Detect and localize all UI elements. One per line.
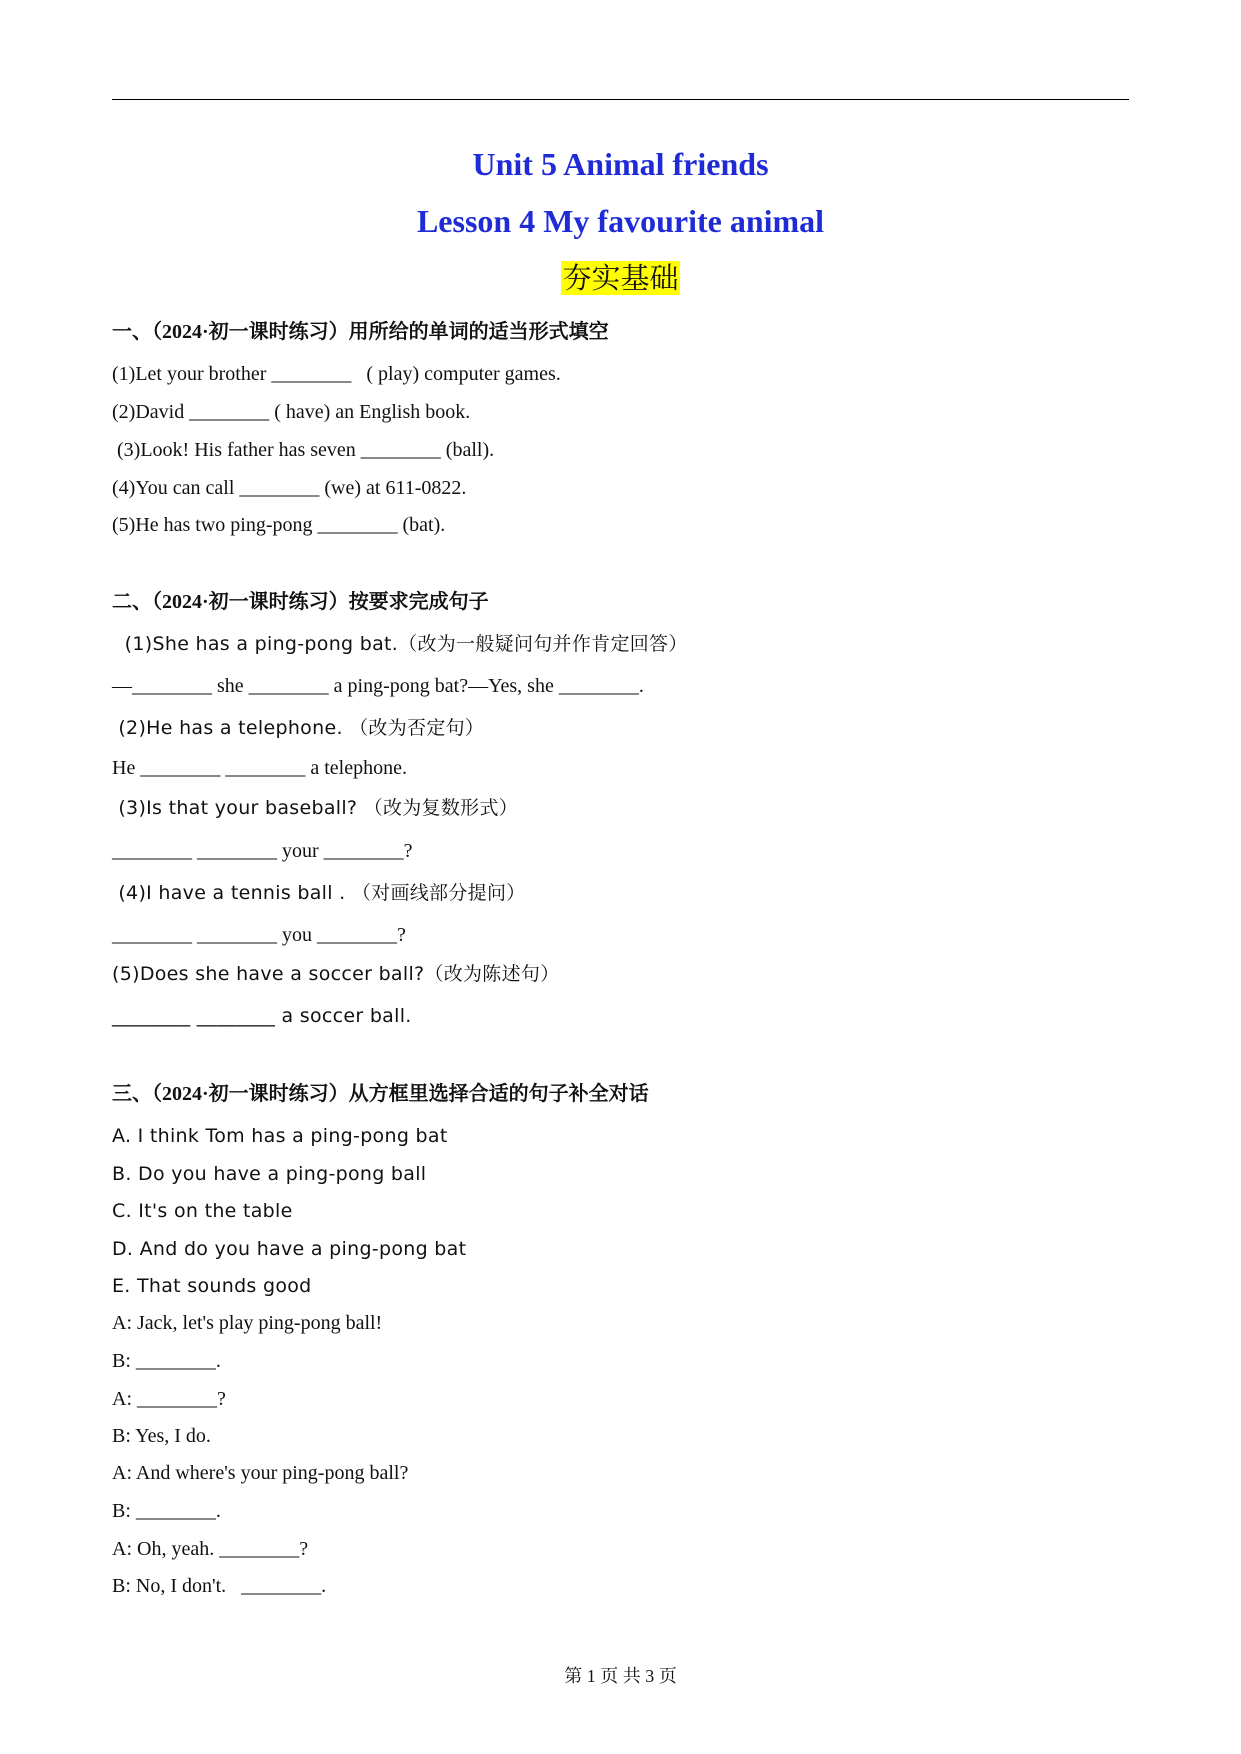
s2-line-9: (5)Does she have a soccer ball?（改为陈述句） xyxy=(112,963,560,985)
s1-item-4: (4)You can call ________ (we) at 611-0822. xyxy=(112,477,467,499)
s2-line-6: ________ ________ your ________? xyxy=(112,840,413,862)
s3-dialogue-2: B: ________. xyxy=(112,1350,221,1372)
s3-option-e: E. That sounds good xyxy=(112,1275,312,1297)
s2-line-3: (2)He has a telephone. （改为否定句） xyxy=(112,717,485,739)
s3-option-c: C. It's on the table xyxy=(112,1200,293,1222)
highlight-heading xyxy=(0,260,1241,296)
page-footer: 第 1 页 共 3 页 xyxy=(564,1666,677,1686)
s1-item-2: (2)David ________ ( have) an English book. xyxy=(112,401,471,423)
s2-line-2: —________ she ________ a ping-pong bat?—Yes, she ________. xyxy=(112,675,644,697)
s1-item-5: (5)He has two ping-pong ________ (bat). xyxy=(112,514,446,536)
s3-option-b: B. Do you have a ping-pong ball xyxy=(112,1163,427,1185)
s1-item-1: (1)Let your brother ________ ( play) computer games. xyxy=(112,363,561,385)
s3-dialogue-3: A: ________? xyxy=(112,1388,226,1410)
s3-dialogue-6: B: ________. xyxy=(112,1500,221,1522)
s3-dialogue-8: B: No, I don't. ________. xyxy=(112,1575,327,1597)
s2-line-10: ________ ________ a soccer ball. xyxy=(112,1005,412,1027)
s3-dialogue-1: A: Jack, let's play ping-pong ball! xyxy=(112,1312,383,1334)
section-3-heading: 三、（2024·初一课时练习）从方框里选择合适的句子补全对话 xyxy=(112,1083,649,1105)
highlight-text: 夯实基础 xyxy=(562,261,679,295)
s3-dialogue-4: B: Yes, I do. xyxy=(112,1425,211,1447)
section-2-heading: 二、（2024·初一课时练习）按要求完成句子 xyxy=(112,591,489,613)
s2-line-4: He ________ ________ a telephone. xyxy=(112,757,407,779)
s2-line-8: ________ ________ you ________? xyxy=(112,924,406,946)
s3-dialogue-5: A: And where's your ping-pong ball? xyxy=(112,1462,409,1484)
s2-line-1: (1)She has a ping-pong bat.（改为一般疑问句并作肯定回答） xyxy=(112,633,688,655)
s3-dialogue-7: A: Oh, yeah. ________? xyxy=(112,1538,309,1560)
s1-item-3: (3)Look! His father has seven ________ (ball). xyxy=(112,439,495,461)
s3-option-a: A. I think Tom has a ping-pong bat xyxy=(112,1125,448,1147)
header-rule xyxy=(112,99,1129,100)
s2-line-7: (4)I have a tennis ball . （对画线部分提问） xyxy=(112,882,526,904)
unit-title: Unit 5 Animal friends xyxy=(472,146,769,182)
section-1-heading: 一、（2024·初一课时练习）用所给的单词的适当形式填空 xyxy=(112,321,609,343)
s2-line-5: (3)Is that your baseball? （改为复数形式） xyxy=(112,797,519,819)
s3-option-d: D. And do you have a ping-pong bat xyxy=(112,1238,467,1260)
lesson-title: Lesson 4 My favourite animal xyxy=(416,203,825,239)
